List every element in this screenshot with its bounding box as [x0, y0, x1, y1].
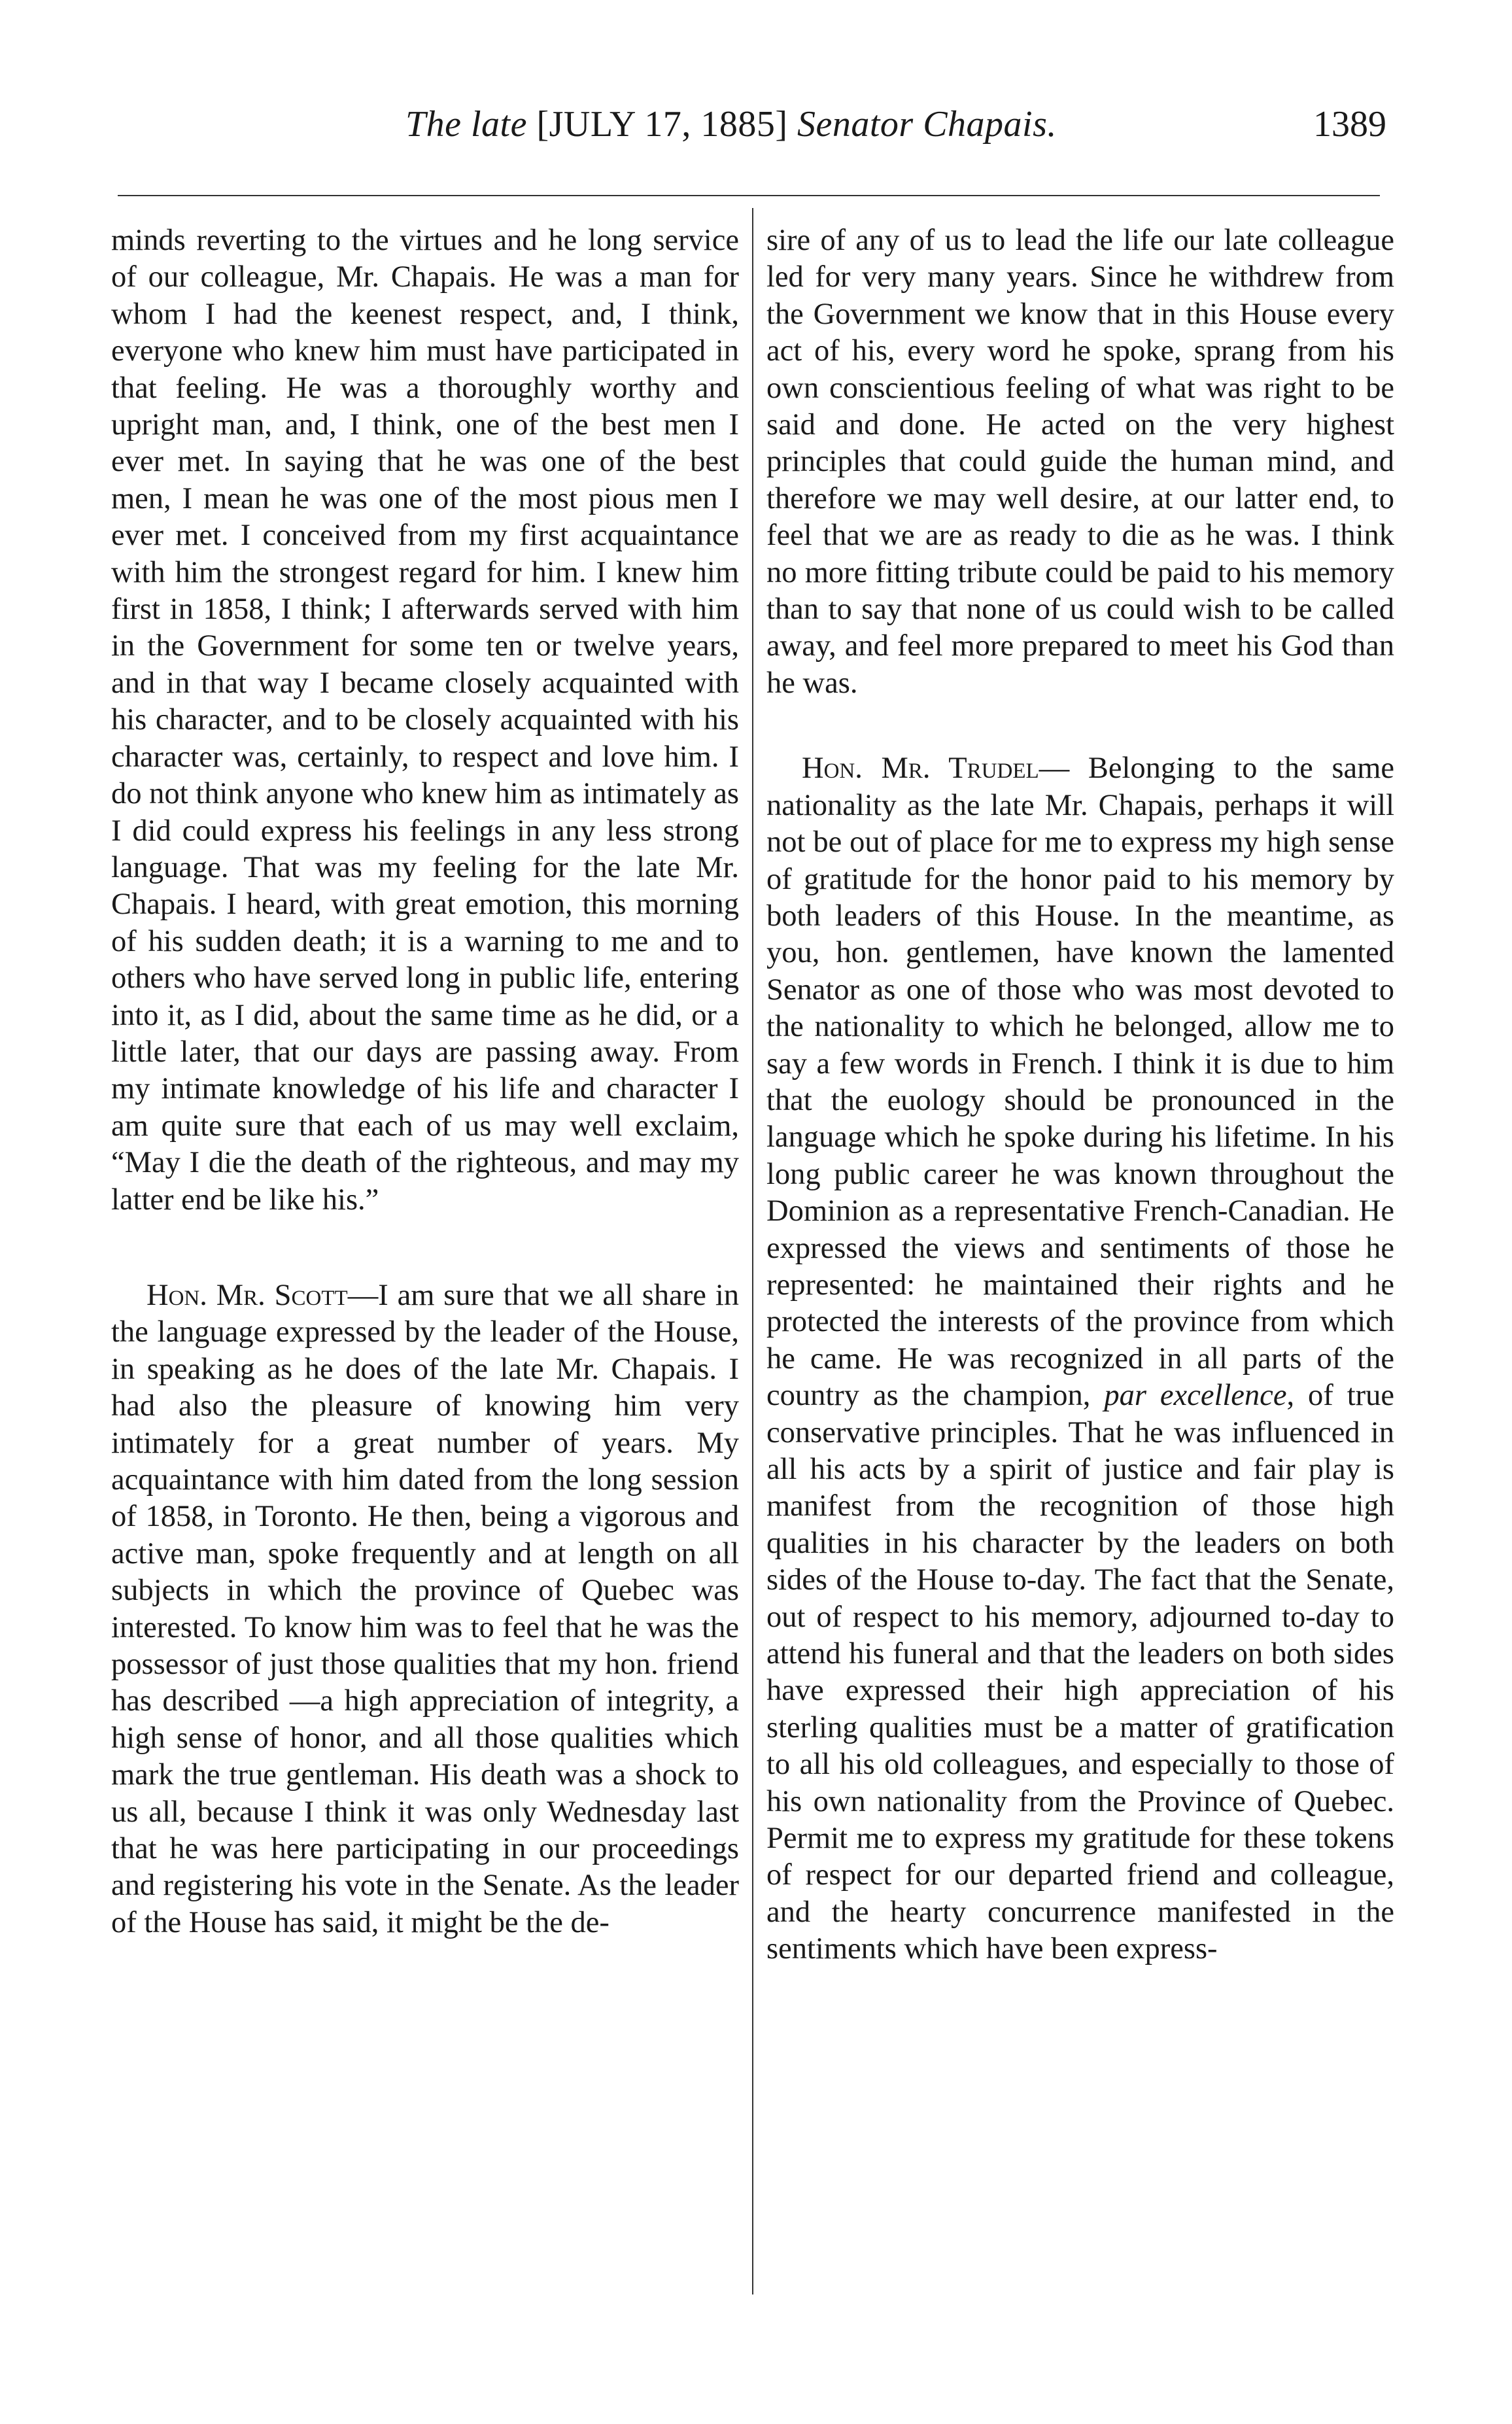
trudel-speech-text-part1: — Belonging to the same nationality as the late Mr. Chapais, perhaps it will not be out of place for me to express my high sense of gratitude for the honor paid to his memory by both leaders of this House. In the meantime, as you, hon. gentlemen, have known the lamented Senator as one of those who was most devoted to the nationality to which he belonged, allow me to say a few words in French. I think it is due to him that the euology should be pronounced in the language which he spoke during his lifetime. In his long public career he was known throughout the Dominion as a representative French-Canadian. He expressed the views and sentiments of those he represented: he maintained their rights and he protected the interests of the province from which he came. He was recognized in all parts of the country as the champion,: [766, 752, 1395, 1413]
left-column: [111, 222, 739, 1941]
running-title-date: [JULY 17, 1885]: [536, 104, 788, 145]
trudel-speech-paragraph: [766, 750, 1394, 1967]
running-head: [118, 98, 1386, 150]
left-continuation-paragraph: minds reverting to the virtues and he long service of our colleague, Mr. Chapais. He was a man for whom I had the keenest respect, and, I think, everyone who knew him must have participated in that feeling. He was a thoroughly worthy and upright man, and, I think, one of the best men I ever met. In saying that he was one of the best men, I mean he was one of the most pious men I ever met. I conceived from my first acquaintance with him the strongest regard for him. I knew him first in 1858, I think; I afterwards served with him in the Government for some ten or twelve years, and in that way I became closely acquainted with his character, and to be closely acquainted with his character was, certainly, to respect and love him. I do not think anyone who knew him as intimately as I did could express his feelings in any less strong language. That was my feeling for the late Mr. Chapais. I heard, with great emotion, this morning of his sudden death; it is a warning to me and to others who have served long in public life, entering into it, as I did, about the same time as he did, or a little later, that our days are passing away. From my intimate knowledge of his life and character I am quite sure that each of us may well exclaim, “May I die the death of the righteous, and may my latter end be like his.”: [111, 224, 739, 1217]
trudel-speech-text-part2: , of true conservative principles. That he was influenced in all his acts by a spirit of justice and fair play is manifest from the recognition of those high qualities in his character by the leaders on both sides of the House to-day. The fact that the Senate, out of respect to his memory, adjourned to-day to attend his funeral and that the leaders on both sides have expressed their high appreciation of his sterling qualities must be a matter of gratification to all his old colleagues, and especially to those of his own nationality from the Province of Quebec. Permit me to express my gratitude for these tokens of respect for our departed friend and colleague, and the hearty concurrence manifested in the sentiments which have been express-: [766, 1379, 1395, 1966]
right-column: [766, 222, 1394, 1968]
header-rule: [118, 195, 1380, 196]
speaker-name-scott: Hon. Mr. Scott: [146, 1278, 348, 1312]
running-title-suffix: Senator Chapais.: [787, 104, 1057, 145]
speaker-name-trudel: Hon. Mr. Trudel: [802, 752, 1039, 786]
running-title: [405, 98, 1190, 150]
page-number: 1389: [1313, 104, 1386, 145]
scott-speech-paragraph: [111, 1277, 739, 1941]
running-title-prefix: The late: [405, 104, 537, 145]
right-continuation-paragraph: sire of any of us to lead the life our late colleague led for very many years. Since he withdrew from the Government we know that in this House every act of his, every word he spoke, sprang from his own conscientious feeling of what was right to be said and done. He acted on the very highest principles that could guide the human mind, and therefore we may well desire, at our latter end, to feel that we are as ready to die as he was. I think no more fitting tribute could be paid to his memory than to say that none of us could wish to be called away, and feel more prepared to meet his God than he was.: [766, 224, 1394, 700]
trudel-italic-phrase: par excellence: [1104, 1379, 1287, 1413]
scott-speech-text: —I am sure that we all share in the language expressed by the leader of the House, in speaking as he does of the late Mr. Chapais. I had also the pleasure of knowing him very intimately for a great number of years. My acquaintance with him dated from the long session of 1858, in Toronto. He then, being a vigorous and active man, spoke frequently and at length on all subjects in which the province of Quebec was interested. To know him was to feel that he was the possessor of just those qualities that my hon. friend has described —a high appreciation of integrity, a high sense of honor, and all those qualities which mark the true gentleman. His death was a shock to us all, because I think it was only Wednesday last that he was here participating in our proceedings and registering his vote in the Senate. As the leader of the House has said, it might be the de-: [111, 1278, 739, 1939]
column-divider: [752, 208, 753, 2294]
